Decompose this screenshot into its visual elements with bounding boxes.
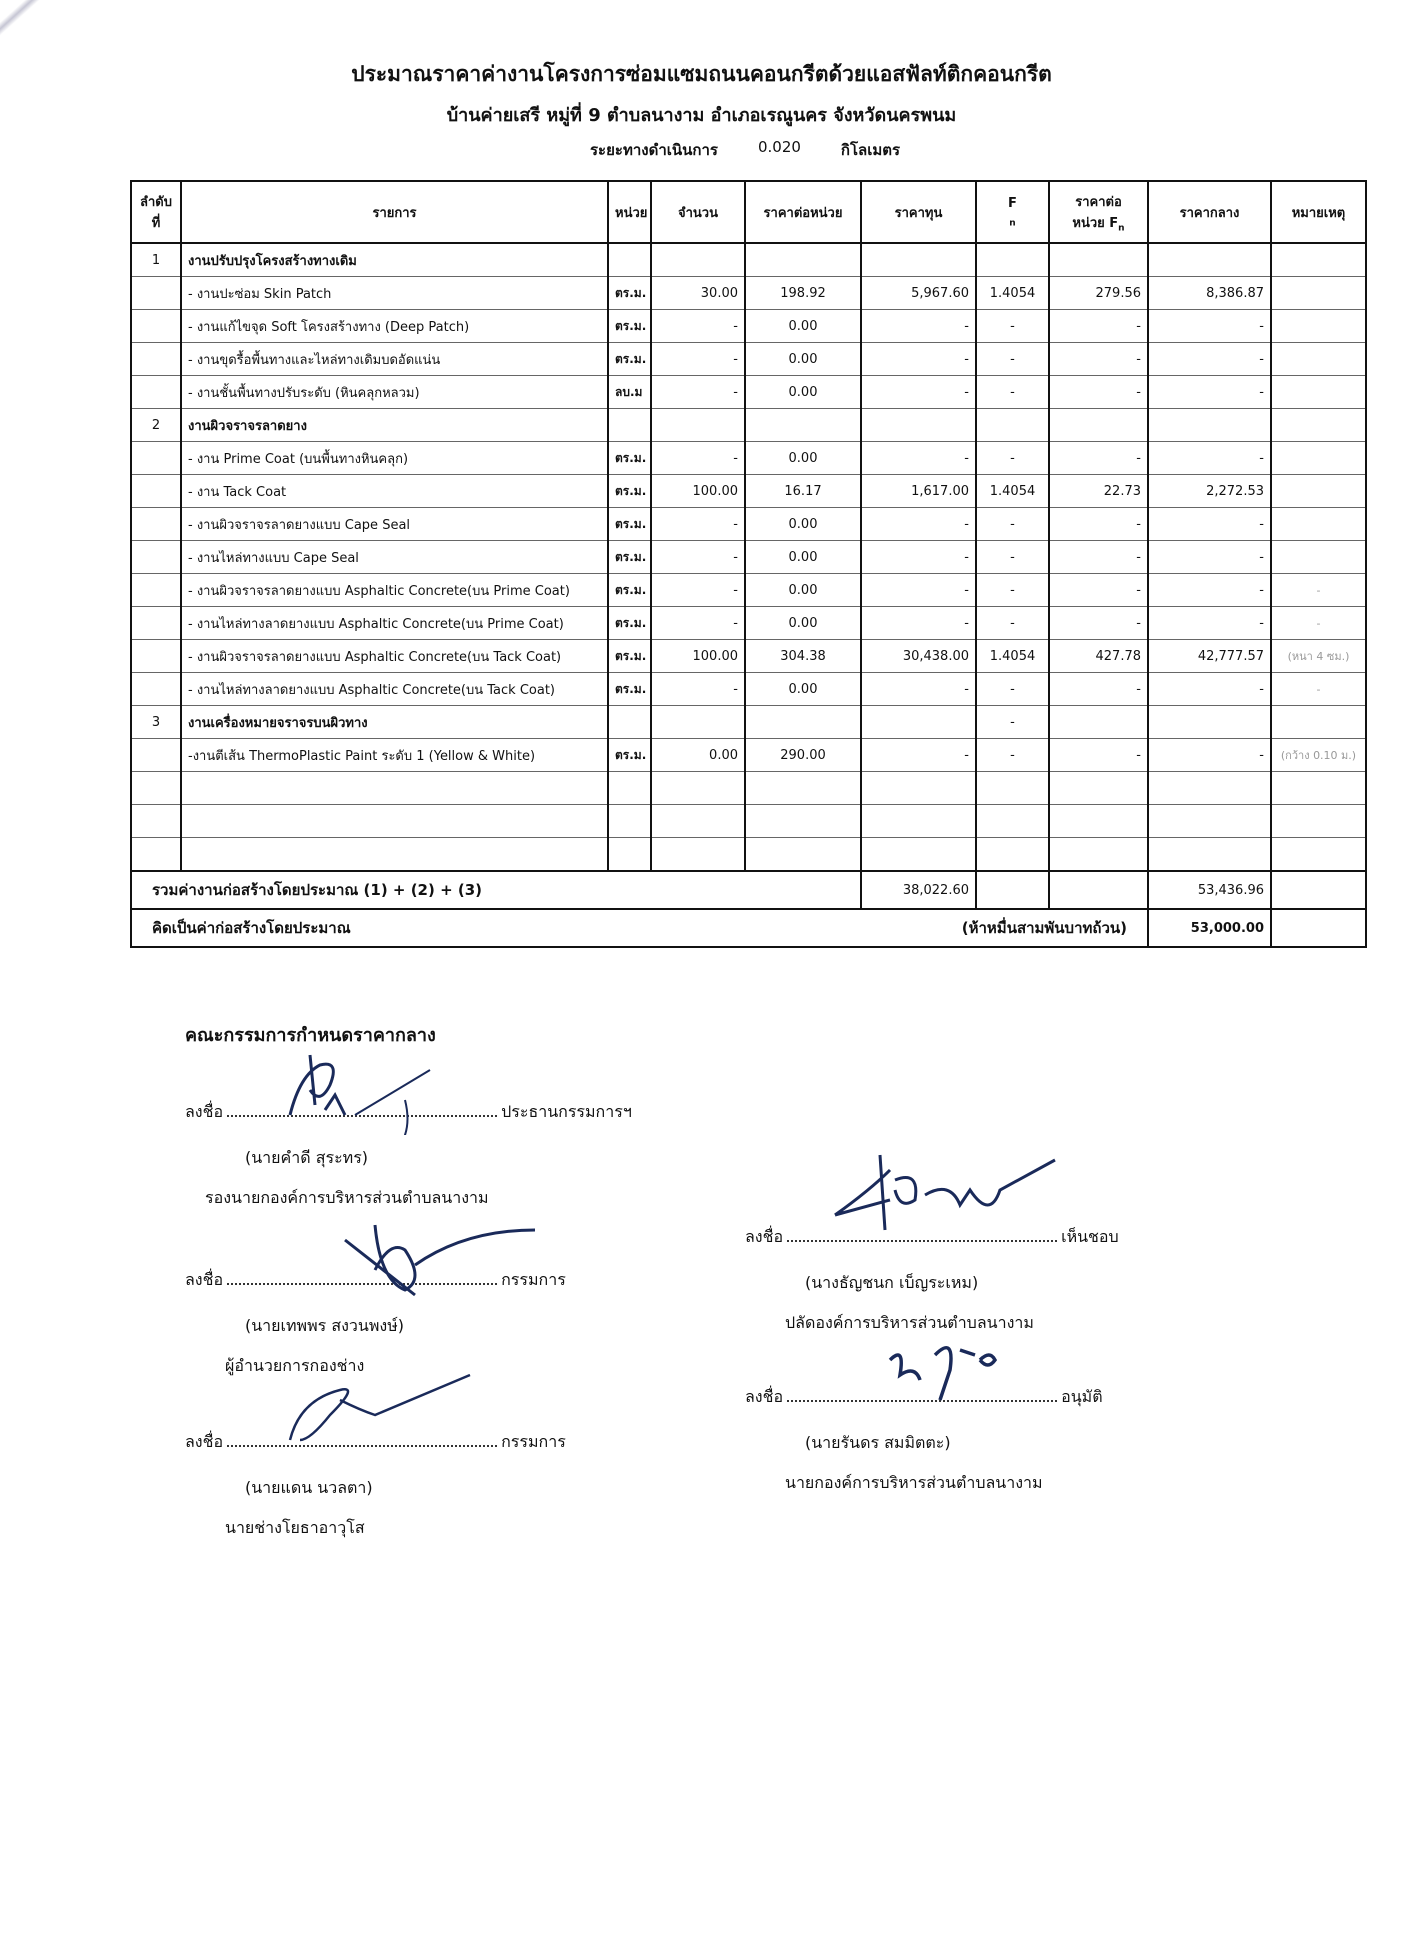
row-cost: - <box>861 310 976 343</box>
section-row <box>131 706 1366 739</box>
table-row <box>131 673 1366 706</box>
signer-name: (นายรันดร สมมิตตะ) <box>805 1433 951 1452</box>
row-median-price <box>1148 243 1271 277</box>
row-cost: - <box>861 673 976 706</box>
row-factor: - <box>976 607 1049 640</box>
row-item: - งานไหล่ทางแบบ Cape Seal <box>181 541 608 574</box>
row-number <box>131 673 181 706</box>
row-cost: - <box>861 541 976 574</box>
row-item: - งานผิวจราจรลาดยางแบบ Asphaltic Concrete(บน Prime Coat) <box>181 574 608 607</box>
signer-name: (นางธัญชนก เบ็ญระเหม) <box>805 1273 979 1292</box>
distance-value: 0.020 <box>757 138 801 156</box>
row-unit-price: 0.00 <box>745 607 861 640</box>
row-cost: 30,438.00 <box>861 640 976 673</box>
row-factor-price: 279.56 <box>1049 277 1148 310</box>
signature-scribble-3 <box>280 1370 480 1450</box>
row-qty: - <box>651 541 745 574</box>
row-factor-price: - <box>1049 343 1148 376</box>
col-header-cost: ราคาทุน <box>861 181 976 243</box>
signature-role: กรรมการ <box>501 1270 566 1289</box>
row-unit <box>608 706 651 739</box>
sign-prefix: ลงชื่อ <box>185 1270 224 1289</box>
committee-title: คณะกรรมการกำหนดราคากลาง <box>185 1025 436 1046</box>
row-factor-price: - <box>1049 739 1148 772</box>
row-number <box>131 442 181 475</box>
section-row <box>131 409 1366 442</box>
sign-prefix: ลงชื่อ <box>745 1387 784 1406</box>
price-estimate-table <box>130 180 1367 948</box>
document-title: ประมาณราคาค่างานโครงการซ่อมแซมถนนคอนกรีตด้วยแอสฟัลท์ติกคอนกรีต <box>351 62 1052 86</box>
col-header-unit-price: ราคาต่อหน่วย <box>745 181 861 243</box>
row-cost: - <box>861 739 976 772</box>
row-unit-price <box>745 243 861 277</box>
row-qty: - <box>651 607 745 640</box>
col-header-median-price: ราคากลาง <box>1148 181 1271 243</box>
row-remark: (กว้าง 0.10 ม.) <box>1271 739 1366 772</box>
row-median-price: 2,272.53 <box>1148 475 1271 508</box>
row-factor <box>976 409 1049 442</box>
final-row <box>131 909 1366 947</box>
row-factor-price <box>1049 706 1148 739</box>
col-header-factor: F $_n$ <box>976 181 1049 243</box>
signature-scribble-5 <box>880 1335 1030 1405</box>
row-unit: ตร.ม. <box>608 475 651 508</box>
row-median-price: - <box>1148 343 1271 376</box>
table-row <box>131 475 1366 508</box>
final-amount-words: (ห้าหมื่นสามพันบาทถ้วน) <box>651 909 1148 947</box>
row-unit: ตร.ม. <box>608 739 651 772</box>
row-remark <box>1271 442 1366 475</box>
row-median-price: 42,777.57 <box>1148 640 1271 673</box>
row-factor-price: 427.78 <box>1049 640 1148 673</box>
sign-prefix: ลงชื่อ <box>185 1432 224 1451</box>
row-remark: - <box>1271 607 1366 640</box>
row-qty: 0.00 <box>651 739 745 772</box>
row-cost <box>861 409 976 442</box>
row-item: - งานไหล่ทางลาดยางแบบ Asphaltic Concrete(บน Prime Coat) <box>181 607 608 640</box>
row-factor-price: - <box>1049 673 1148 706</box>
signature-role: ประธานกรรมการฯ <box>501 1102 632 1121</box>
row-qty <box>651 409 745 442</box>
signature-role: กรรมการ <box>501 1432 566 1451</box>
row-factor-price <box>1049 243 1148 277</box>
row-factor-price <box>1049 409 1148 442</box>
signature-scribble-2 <box>335 1220 535 1300</box>
row-unit-price: 16.17 <box>745 475 861 508</box>
final-amount: 53,000.00 <box>1148 909 1271 947</box>
row-number <box>131 508 181 541</box>
table-row <box>131 739 1366 772</box>
row-cost: - <box>861 607 976 640</box>
row-qty: - <box>651 310 745 343</box>
row-cost <box>861 706 976 739</box>
total-label: รวมค่างานก่อสร้างโดยประมาณ (1) + (2) + (3) <box>131 871 861 909</box>
row-factor: - <box>976 343 1049 376</box>
row-median-price <box>1148 706 1271 739</box>
row-factor: 1.4054 <box>976 640 1049 673</box>
row-unit: ตร.ม. <box>608 574 651 607</box>
row-item: - งานขุดรื้อพื้นทางและไหล่ทางเดิมบดอัดแน่น <box>181 343 608 376</box>
col-header-factor-price: ราคาต่อ หน่วย $F_n$ <box>1049 181 1148 243</box>
row-unit-price: 0.00 <box>745 376 861 409</box>
section-row <box>131 243 1366 277</box>
row-cost: 1,617.00 <box>861 475 976 508</box>
row-unit: ตร.ม. <box>608 640 651 673</box>
total-row <box>131 871 1366 909</box>
row-qty: - <box>651 343 745 376</box>
row-factor: 1.4054 <box>976 475 1049 508</box>
row-item: - งาน Tack Coat <box>181 475 608 508</box>
total-median: 53,436.96 <box>1148 871 1271 909</box>
row-number <box>131 541 181 574</box>
row-factor: - <box>976 442 1049 475</box>
row-cost: - <box>861 574 976 607</box>
row-unit-price: 198.92 <box>745 277 861 310</box>
row-remark <box>1271 475 1366 508</box>
row-cost: - <box>861 508 976 541</box>
table-row <box>131 508 1366 541</box>
row-unit-price: 0.00 <box>745 541 861 574</box>
row-unit: ตร.ม. <box>608 277 651 310</box>
signature-scribble-1 <box>270 1045 440 1135</box>
row-item: - งานปะซ่อม Skin Patch <box>181 277 608 310</box>
signer-position: นายกองค์การบริหารส่วนตำบลนางาม <box>785 1473 1043 1492</box>
row-qty <box>651 706 745 739</box>
signer-position: รองนายกองค์การบริหารส่วนตำบลนางาม <box>205 1188 489 1207</box>
row-unit-price: 0.00 <box>745 343 861 376</box>
row-factor: - <box>976 673 1049 706</box>
row-qty: 100.00 <box>651 475 745 508</box>
col-header-qty: จำนวน <box>651 181 745 243</box>
row-qty: - <box>651 508 745 541</box>
row-qty: - <box>651 376 745 409</box>
row-unit-price: 0.00 <box>745 508 861 541</box>
row-median-price: - <box>1148 574 1271 607</box>
distance-unit: กิโลเมตร <box>840 141 901 159</box>
row-unit: ตร.ม. <box>608 607 651 640</box>
row-factor-price: - <box>1049 574 1148 607</box>
row-median-price: - <box>1148 442 1271 475</box>
row-median-price: 8,386.87 <box>1148 277 1271 310</box>
sign-prefix: ลงชื่อ <box>185 1102 224 1121</box>
row-median-price <box>1148 409 1271 442</box>
distance-label: ระยะทางดำเนินการ <box>590 141 718 159</box>
row-item: - งานไหล่ทางลาดยางแบบ Asphaltic Concrete(บน Tack Coat) <box>181 673 608 706</box>
row-factor-price: - <box>1049 376 1148 409</box>
final-label: คิดเป็นค่าก่อสร้างโดยประมาณ <box>131 909 651 947</box>
row-unit-price: 0.00 <box>745 310 861 343</box>
signature-role: เห็นชอบ <box>1061 1227 1119 1246</box>
row-item: งานเครื่องหมายจราจรบนผิวทาง <box>181 706 608 739</box>
row-remark <box>1271 343 1366 376</box>
row-factor: - <box>976 508 1049 541</box>
table-row <box>131 640 1366 673</box>
row-item: - งานแก้ไขจุด Soft โครงสร้างทาง (Deep Patch) <box>181 310 608 343</box>
row-remark <box>1271 376 1366 409</box>
row-item: - งาน Prime Coat (บนพื้นทางหินคลุก) <box>181 442 608 475</box>
table-row <box>131 541 1366 574</box>
col-header-item: รายการ <box>181 181 608 243</box>
row-qty: 30.00 <box>651 277 745 310</box>
table-row <box>131 310 1366 343</box>
row-unit-price <box>745 706 861 739</box>
table-row <box>131 376 1366 409</box>
document-location: บ้านค่ายเสรี หมู่ที่ 9 ตำบลนางาม อำเภอเรณูนคร จังหวัดนครพนม <box>446 105 957 126</box>
row-number <box>131 475 181 508</box>
row-number <box>131 640 181 673</box>
row-cost: - <box>861 376 976 409</box>
total-cost: 38,022.60 <box>861 871 976 909</box>
row-cost: 5,967.60 <box>861 277 976 310</box>
row-item: งานปรับปรุงโครงสร้างทางเดิม <box>181 243 608 277</box>
row-unit-price: 0.00 <box>745 574 861 607</box>
row-item: - งานชั้นพื้นทางปรับระดับ (หินคลุกหลวม) <box>181 376 608 409</box>
row-factor: - <box>976 376 1049 409</box>
table-row <box>131 343 1366 376</box>
row-qty: - <box>651 673 745 706</box>
row-factor-price: - <box>1049 442 1148 475</box>
row-factor-price: - <box>1049 310 1148 343</box>
row-factor: - <box>976 706 1049 739</box>
row-item: - งานผิวจราจรลาดยางแบบ Cape Seal <box>181 508 608 541</box>
row-number <box>131 574 181 607</box>
table-row <box>131 574 1366 607</box>
row-unit: ตร.ม. <box>608 541 651 574</box>
row-unit: ลบ.ม <box>608 376 651 409</box>
row-factor-price: - <box>1049 607 1148 640</box>
row-factor <box>976 243 1049 277</box>
sign-prefix: ลงชื่อ <box>745 1227 784 1246</box>
row-unit: ตร.ม. <box>608 673 651 706</box>
row-unit-price: 290.00 <box>745 739 861 772</box>
row-factor: - <box>976 310 1049 343</box>
row-factor-price: - <box>1049 508 1148 541</box>
signature-role: อนุมัติ <box>1061 1387 1103 1406</box>
row-remark <box>1271 508 1366 541</box>
signature-scribble-4 <box>830 1140 1060 1240</box>
row-item: งานผิวจราจรลาดยาง <box>181 409 608 442</box>
row-factor: - <box>976 541 1049 574</box>
row-unit: ตร.ม. <box>608 310 651 343</box>
row-factor: - <box>976 574 1049 607</box>
row-factor: - <box>976 739 1049 772</box>
signer-position: ผู้อำนวยการกองช่าง <box>225 1356 365 1375</box>
row-median-price: - <box>1148 508 1271 541</box>
row-median-price: - <box>1148 376 1271 409</box>
row-number: 3 <box>131 706 181 739</box>
row-factor-price: - <box>1049 541 1148 574</box>
table-row <box>131 442 1366 475</box>
row-number <box>131 607 181 640</box>
row-unit <box>608 409 651 442</box>
row-unit: ตร.ม. <box>608 508 651 541</box>
row-number <box>131 739 181 772</box>
row-remark: (หนา 4 ซม.) <box>1271 640 1366 673</box>
row-item: -งานตีเส้น ThermoPlastic Paint ระดับ 1 (Yellow & White) <box>181 739 608 772</box>
row-unit: ตร.ม. <box>608 442 651 475</box>
row-remark <box>1271 541 1366 574</box>
signer-name: (นายแดน นวลตา) <box>245 1478 373 1497</box>
row-factor: 1.4054 <box>976 277 1049 310</box>
row-remark: - <box>1271 574 1366 607</box>
row-remark <box>1271 277 1366 310</box>
row-qty <box>651 243 745 277</box>
row-factor-price: 22.73 <box>1049 475 1148 508</box>
row-remark <box>1271 310 1366 343</box>
signer-position: ปลัดองค์การบริหารส่วนตำบลนางาม <box>785 1313 1034 1332</box>
row-remark <box>1271 706 1366 739</box>
row-item: - งานผิวจราจรลาดยางแบบ Asphaltic Concrete(บน Tack Coat) <box>181 640 608 673</box>
row-qty: - <box>651 442 745 475</box>
row-median-price: - <box>1148 607 1271 640</box>
row-remark <box>1271 243 1366 277</box>
col-header-no: ลำดับ ที่ <box>131 181 181 243</box>
row-cost: - <box>861 343 976 376</box>
row-qty: - <box>651 574 745 607</box>
row-median-price: - <box>1148 310 1271 343</box>
row-number <box>131 277 181 310</box>
row-qty: 100.00 <box>651 640 745 673</box>
row-unit: ตร.ม. <box>608 343 651 376</box>
row-number <box>131 376 181 409</box>
signer-name: (นายคำดี สุระทร) <box>245 1148 369 1167</box>
table-row <box>131 277 1366 310</box>
distance-line <box>590 138 990 162</box>
row-cost: - <box>861 442 976 475</box>
signer-position: นายช่างโยธาอาวุโส <box>225 1518 365 1537</box>
table-row <box>131 607 1366 640</box>
col-header-remark: หมายเหตุ <box>1271 181 1366 243</box>
row-median-price: - <box>1148 739 1271 772</box>
row-number: 2 <box>131 409 181 442</box>
row-unit-price: 304.38 <box>745 640 861 673</box>
row-cost <box>861 243 976 277</box>
col-header-unit: หน่วย <box>608 181 651 243</box>
row-unit-price: 0.00 <box>745 442 861 475</box>
row-number <box>131 343 181 376</box>
row-unit-price: 0.00 <box>745 673 861 706</box>
row-median-price: - <box>1148 541 1271 574</box>
table-header-row <box>131 181 1366 243</box>
row-remark: - <box>1271 673 1366 706</box>
row-unit-price <box>745 409 861 442</box>
row-unit <box>608 243 651 277</box>
row-number <box>131 310 181 343</box>
row-remark <box>1271 409 1366 442</box>
row-median-price: - <box>1148 673 1271 706</box>
signer-name: (นายเทพพร สงวนพงษ์) <box>245 1316 404 1335</box>
row-number: 1 <box>131 243 181 277</box>
